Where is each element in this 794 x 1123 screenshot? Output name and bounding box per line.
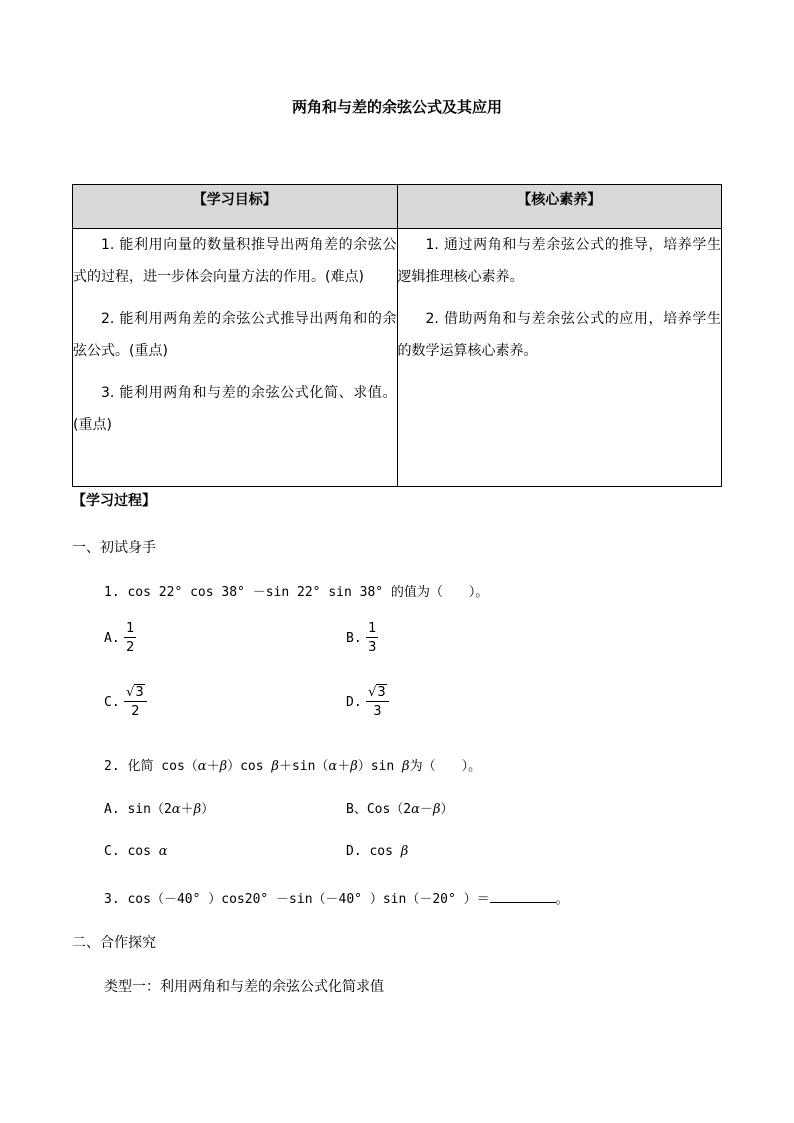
q2-option-b (346, 798, 453, 817)
q1-option-d (346, 686, 389, 718)
q1-option-a (104, 622, 136, 654)
option-text: B、Cos（2 (346, 802, 412, 817)
numerator (124, 686, 147, 702)
alpha-symbol: α (197, 759, 207, 774)
learning-goals-cell (73, 229, 398, 487)
question-1-stem: 1. cos 22° cos 38° －sin 22° sin 38° 的值为（ ）。 (104, 585, 489, 600)
q2-text: ＋ (206, 759, 220, 774)
q1-option-c (104, 686, 147, 718)
process-heading: 【学习过程】 (72, 493, 156, 509)
sqrt-icon: √3 (368, 685, 386, 700)
goal-item: 1. 能利用向量的数量积推导出两角差的余弦公式的过程，进一步体会向量方法的作用。(难点) (73, 237, 397, 285)
alpha-symbol: α (328, 759, 338, 774)
radicand: 3 (135, 685, 144, 700)
radicand: 3 (377, 685, 386, 700)
denominator: 3 (368, 640, 377, 655)
option-label: D. (346, 695, 362, 710)
q3-text: 。 (555, 892, 569, 907)
numerator: 1 (126, 621, 135, 636)
option-label: A. (104, 631, 120, 646)
q2-option-d (346, 844, 408, 859)
q2-text: ）sin (357, 759, 403, 774)
answer-blank[interactable] (490, 888, 556, 903)
option-text: C. cos (104, 844, 159, 859)
header-core-literacy: 【核心素养】 (397, 185, 722, 229)
page-title: 两角和与差的余弦公式及其应用 (291, 98, 502, 116)
alpha-symbol: α (411, 802, 420, 817)
beta-symbol: β (400, 844, 409, 859)
option-text: D. cos (346, 844, 401, 859)
option-text: ） (201, 802, 215, 817)
goal-item: 3. 能利用两角和与差的余弦公式化简、求值。(重点) (73, 385, 397, 433)
question-3-stem (104, 888, 569, 907)
numerator: 1 (368, 621, 377, 636)
alpha-symbol: α (171, 802, 181, 817)
q1-option-b (346, 622, 378, 654)
literacy-item: 1. 通过两角和与差余弦公式的推导，培养学生逻辑推理核心素养。 (397, 237, 721, 285)
fraction (366, 686, 389, 718)
header-learning-goals: 【学习目标】 (73, 185, 398, 229)
sqrt-icon: √3 (126, 685, 144, 700)
type-one-heading: 类型一：利用两角和与差的余弦公式化简求值 (104, 979, 384, 995)
alpha-symbol: α (158, 844, 168, 859)
q3-text: 3. cos（－40° ）cos20° －sin（－40° ）sin（－20° ）＝ (104, 892, 490, 907)
q2-text: 为（ ）。 (409, 759, 482, 774)
beta-symbol: β (271, 759, 279, 774)
option-text: － (419, 802, 433, 817)
denominator: 2 (131, 704, 140, 719)
option-text: ＋ (180, 802, 194, 817)
fraction (124, 622, 136, 654)
denominator: 3 (373, 704, 382, 719)
q2-text: ）cos (227, 759, 272, 774)
fraction (124, 686, 147, 718)
beta-symbol: β (193, 802, 202, 817)
option-text: A. sin（2 (104, 802, 172, 817)
section-heading-try: 一、初试身手 (72, 540, 156, 556)
objectives-table (72, 184, 722, 487)
beta-symbol: β (350, 759, 358, 774)
q2-text: 2. 化简 cos（ (104, 759, 198, 774)
beta-symbol: β (219, 759, 228, 774)
q2-option-c (104, 844, 168, 859)
option-label: B. (346, 631, 362, 646)
q2-text: ＋sin（ (278, 759, 329, 774)
option-label: C. (104, 695, 120, 710)
section-heading-explore: 二、合作探究 (72, 935, 156, 951)
option-text: ） (440, 802, 454, 817)
fraction (366, 622, 378, 654)
beta-symbol: β (432, 802, 441, 817)
beta-symbol: β (402, 759, 410, 774)
question-2-stem (104, 755, 481, 774)
core-literacy-cell (397, 229, 722, 487)
goal-item: 2. 能利用两角差的余弦公式推导出两角和的余弦公式。(重点) (73, 311, 397, 359)
literacy-item: 2. 借助两角和与差余弦公式的应用，培养学生的数学运算核心素养。 (397, 311, 721, 359)
denominator: 2 (126, 640, 135, 655)
q2-text: ＋ (337, 759, 351, 774)
numerator (366, 686, 389, 702)
q2-option-a (104, 798, 214, 817)
